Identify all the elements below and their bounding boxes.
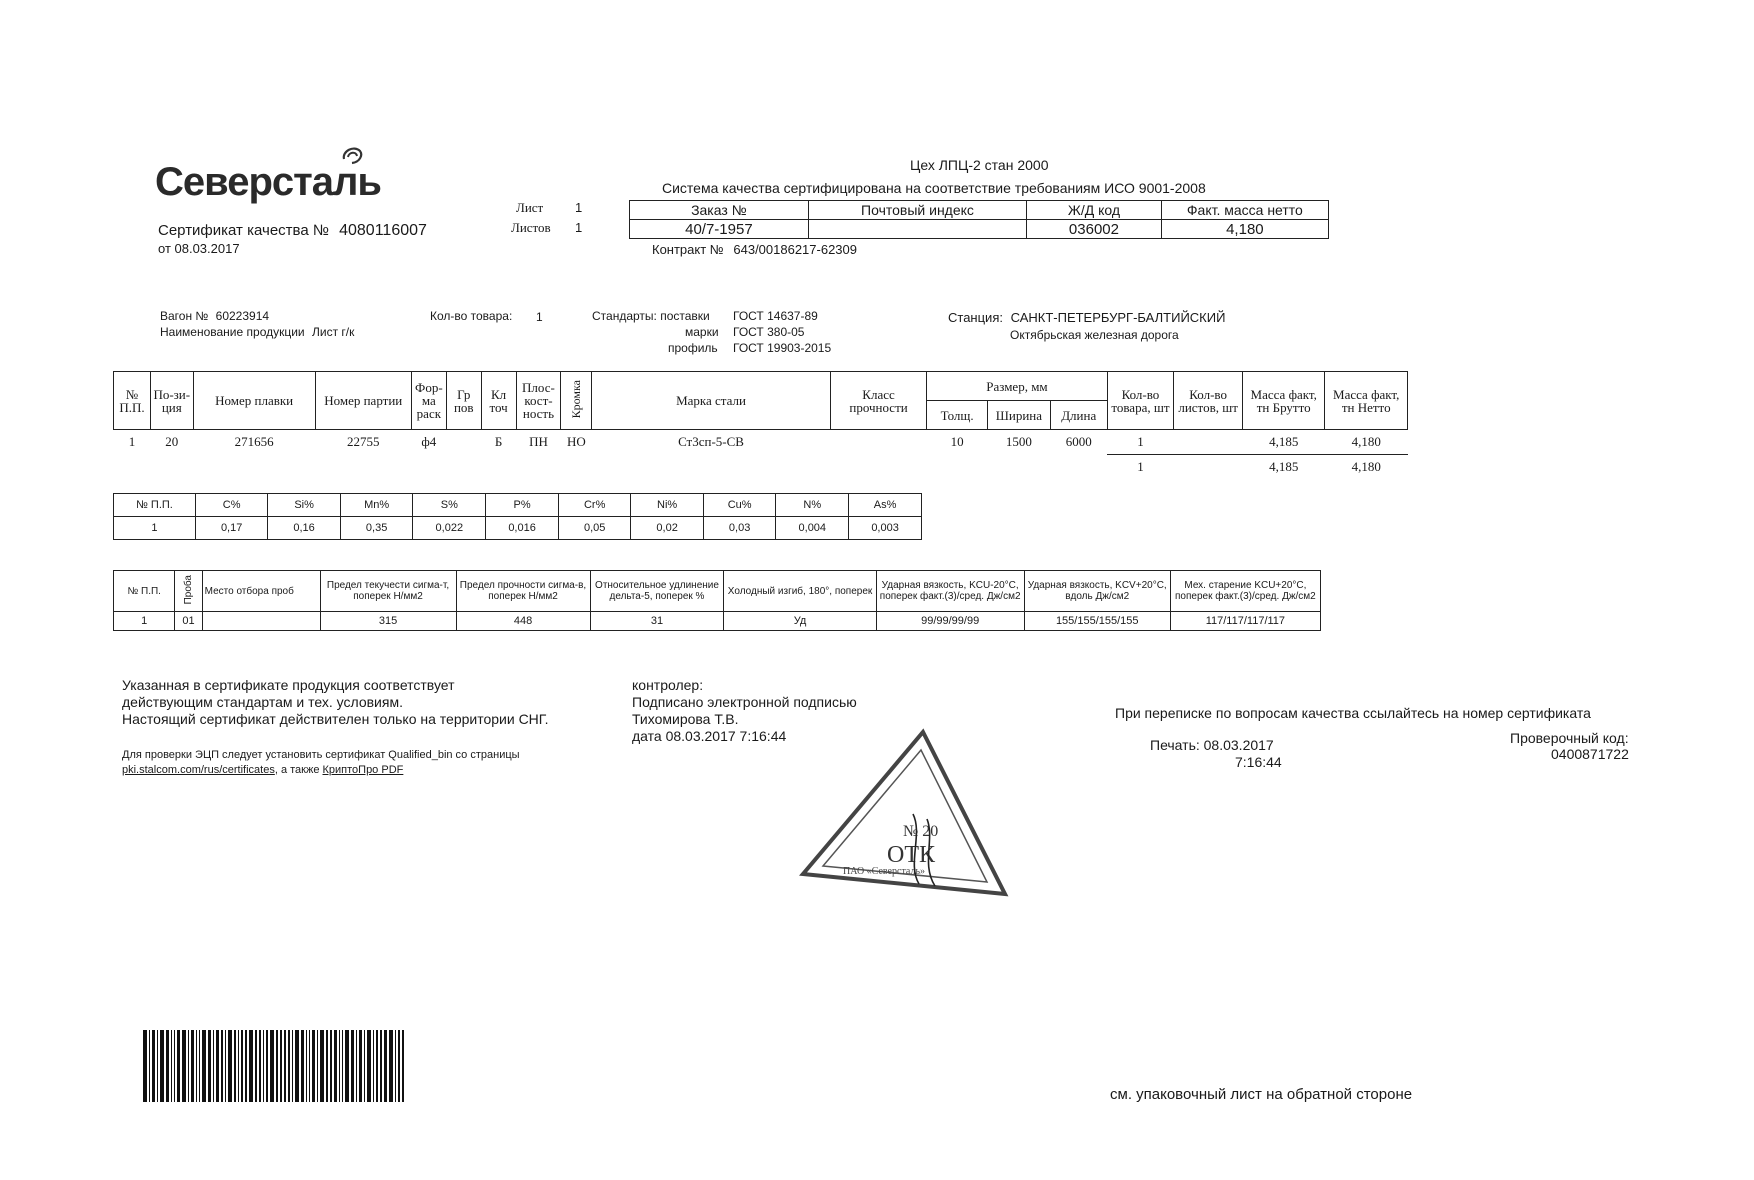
col-surface-group: Гр пов: [446, 372, 481, 430]
cell-thickness: 10: [950, 434, 964, 450]
product-name: [160, 325, 354, 339]
chem-header: As%: [849, 494, 922, 517]
barcode: [143, 1030, 563, 1102]
barcode-bar: [384, 1030, 387, 1102]
wagon-label: Вагон №: [160, 309, 209, 323]
product-table: [113, 371, 1408, 479]
severstal-swirl-icon: [340, 145, 364, 167]
station-value: САНКТ-ПЕТЕРБУРГ-БАЛТИЙСКИЙ: [1010, 310, 1226, 325]
barcode-bar: [182, 1030, 186, 1102]
packing-note: см. упаковочный лист на обратной стороне: [1110, 1086, 1413, 1103]
order-number: 40/7-1957: [630, 220, 809, 239]
controller-date: 08.03.2017 7:16:44: [665, 728, 787, 744]
barcode-bar: [288, 1030, 291, 1102]
compliance-statement: [122, 677, 549, 728]
order-header-number: Заказ №: [630, 201, 809, 220]
cell-gross-mass: 4,185: [1242, 430, 1324, 455]
print-date: Печать: 08.03.2017: [1150, 737, 1274, 753]
table-total-row: [114, 455, 1408, 480]
barcode-bar: [270, 1030, 274, 1102]
chem-header: C%: [195, 494, 267, 517]
barcode-bar: [330, 1030, 333, 1102]
col-steel-grade: Марка стали: [592, 372, 830, 430]
ecp-note-mid: , а также: [274, 764, 320, 776]
barcode-bar: [259, 1030, 260, 1102]
barcode-bar: [221, 1030, 224, 1102]
sheet-value: 1: [575, 200, 583, 215]
goods-count-value: 1: [536, 310, 543, 324]
barcode-bar: [356, 1030, 357, 1102]
barcode-bar: [326, 1030, 327, 1102]
order-header-postcode: Почтовый индекс: [808, 201, 1026, 220]
mech-header: Ударная вязкость, KCV+20°C, вдоль Дж/см2: [1024, 571, 1170, 612]
table-row: [114, 430, 1408, 455]
standards-delivery-label: Стандарты: поставки: [592, 309, 710, 323]
cell-length: 6000: [1065, 434, 1092, 450]
chem-header: Ni%: [631, 494, 703, 517]
barcode-bar: [398, 1030, 401, 1102]
barcode-bar: [228, 1030, 232, 1102]
total-net-mass: 4,180: [1351, 459, 1381, 474]
col-net-mass: Масса факт, тн Нетто: [1325, 372, 1408, 430]
col-sheets-qty: Кол-во листов, шт: [1174, 372, 1243, 430]
barcode-bar: [166, 1030, 169, 1102]
order-table: [629, 200, 1329, 239]
barcode-bar: [301, 1030, 304, 1102]
barcode-bar: [196, 1030, 197, 1102]
chem-header: N%: [776, 494, 849, 517]
barcode-bar: [249, 1030, 253, 1102]
company-logo: Северсталь: [155, 160, 381, 204]
barcode-bar: [213, 1030, 214, 1102]
barcode-bar: [208, 1030, 211, 1102]
order-postcode: [808, 220, 1026, 239]
chem-cell: 0,004: [776, 517, 849, 540]
barcode-bar: [152, 1030, 155, 1102]
certificate-number-value: 4080116007: [339, 222, 427, 239]
barcode-bar: [306, 1030, 307, 1102]
cell-accuracy-class: Б: [494, 434, 503, 450]
barcode-bar: [284, 1030, 285, 1102]
barcode-bar: [364, 1030, 365, 1102]
barcode-bar: [280, 1030, 283, 1102]
barcode-bar: [359, 1030, 362, 1102]
wagon-number: [160, 309, 269, 323]
col-batch: Номер партии: [315, 372, 411, 430]
goods-count-label: Кол-во товара:: [430, 309, 513, 323]
mech-cell: [202, 612, 320, 631]
barcode-bar: [395, 1030, 396, 1102]
standards-grade-label: марки: [685, 325, 719, 339]
col-width: Ширина: [988, 401, 1051, 430]
mech-header: Предел прочности сигма-в, поперек Н/мм2: [456, 571, 590, 612]
mech-cell: 1: [114, 612, 175, 631]
chem-cell: 0,02: [631, 517, 703, 540]
total-gross-mass: 4,185: [1269, 459, 1299, 474]
cryptopro-link[interactable]: КриптоПро PDF: [322, 764, 404, 776]
cell-goods-qty: 1: [1107, 430, 1174, 455]
certificate-number: [158, 222, 427, 240]
product-name-value: Лист г/к: [311, 325, 355, 339]
compliance-line-3: Настоящий сертификат действителен только на территории СНГ.: [122, 711, 549, 727]
mech-cell: 448: [456, 612, 590, 631]
barcode-bar: [292, 1030, 293, 1102]
barcode-bar: [238, 1030, 239, 1102]
chem-header: № П.П.: [114, 494, 196, 517]
controller-label: контролер:: [632, 677, 704, 693]
certificate-date: от 08.03.2017: [158, 241, 240, 256]
col-num: № П.П.: [114, 372, 151, 430]
col-strength-class: Класс прочности: [830, 372, 927, 430]
barcode-bar: [373, 1030, 374, 1102]
chem-cell: 0,022: [413, 517, 486, 540]
barcode-bar: [174, 1030, 175, 1102]
barcode-bar: [245, 1030, 246, 1102]
barcode-bar: [171, 1030, 172, 1102]
barcode-bar: [367, 1030, 371, 1102]
chem-header: Mn%: [340, 494, 413, 517]
mech-header: Холодный изгиб, 180°, поперек: [724, 571, 876, 612]
chem-cell: 0,05: [558, 517, 630, 540]
sheet-label: Лист: [516, 200, 544, 215]
cell-position: 20: [165, 434, 179, 450]
ecp-note-line-1: Для проверки ЭЦП следует установить сертификат Qualified_bin со страницы: [122, 749, 520, 761]
chem-cell: 0,03: [703, 517, 776, 540]
cell-steel-grade: Ст3сп-5-СВ: [678, 434, 744, 450]
barcode-bar: [143, 1030, 147, 1102]
cell-surface-group: [446, 430, 481, 455]
product-name-label: Наименование продукции: [160, 325, 305, 339]
chemistry-table: [113, 493, 922, 540]
chem-header: S%: [413, 494, 486, 517]
barcode-bar: [177, 1030, 180, 1102]
standards-profile-label: профиль: [668, 341, 718, 355]
total-goods-qty: 1: [1137, 459, 1144, 474]
barcode-bar: [309, 1030, 310, 1102]
col-deox: Фор-ма раск: [411, 372, 446, 430]
wagon-value: 60223914: [215, 309, 270, 323]
chem-header: Cr%: [558, 494, 630, 517]
ecp-note: [122, 748, 520, 778]
order-header-rail-code: Ж/Д код: [1027, 201, 1162, 220]
controller-name: Тихомирова Т.В.: [632, 711, 739, 727]
stamp-text: ОТК: [887, 842, 935, 868]
table-row: [114, 612, 1321, 631]
otk-stamp: [795, 724, 1015, 904]
barcode-bar: [342, 1030, 343, 1102]
station-railway: Октябрьская железная дорога: [1010, 328, 1179, 342]
table-row: [114, 517, 922, 540]
col-length: Длина: [1050, 401, 1107, 430]
cell-strength-class: [830, 430, 927, 455]
print-time: 7:16:44: [1235, 754, 1282, 770]
chem-cell: 0,16: [268, 517, 340, 540]
mech-header-sample-label: Проба: [183, 574, 195, 605]
compliance-line-2: действующим стандартам и тех. условиям.: [122, 694, 403, 710]
cell-flatness: ПН: [529, 434, 548, 450]
cell-num: 1: [128, 434, 136, 450]
mech-header: Мех. старение KCU+20°C, поперек факт.(3)/сред. Дж/см2: [1170, 571, 1320, 612]
cell-sheets-qty: [1174, 430, 1243, 455]
chemistry-header-row: [114, 494, 922, 517]
check-code: 0400871722: [1551, 746, 1629, 762]
barcode-bar: [160, 1030, 164, 1102]
check-code-label: Проверочный код:: [1510, 730, 1629, 746]
barcode-bar: [199, 1030, 200, 1102]
barcode-bar: [339, 1030, 340, 1102]
sheets-value: 1: [575, 220, 583, 235]
barcode-bar: [312, 1030, 315, 1102]
contract-number: [652, 242, 857, 257]
chem-cell: 0,17: [195, 517, 267, 540]
mech-cell: 99/99/99/99: [876, 612, 1024, 631]
barcode-bar: [191, 1030, 194, 1102]
chem-cell: 0,35: [340, 517, 413, 540]
cell-width: 1500: [1005, 434, 1032, 450]
col-edge: [561, 372, 592, 430]
order-net-mass: 4,180: [1161, 220, 1328, 239]
contract-value: 643/00186217-62309: [733, 242, 857, 257]
barcode-bar: [380, 1030, 383, 1102]
pki-link[interactable]: pki.stalcom.com/rus/certificates: [122, 764, 275, 776]
col-size: Размер, мм: [927, 372, 1107, 401]
order-header-net-mass: Факт. масса нетто: [1161, 201, 1328, 220]
barcode-bar: [389, 1030, 393, 1102]
mech-header: Место отбора проб: [202, 571, 320, 612]
col-thickness: Толщ.: [927, 401, 988, 430]
chem-cell: 0,016: [486, 517, 559, 540]
col-goods-qty: Кол-во товара, шт: [1107, 372, 1174, 430]
chem-cell: 0,003: [849, 517, 922, 540]
barcode-bar: [188, 1030, 189, 1102]
standards-profile: ГОСТ 19903-2015: [733, 341, 832, 355]
cell-heat: 271656: [234, 434, 274, 450]
chem-cell: 1: [114, 517, 196, 540]
chem-header: Si%: [268, 494, 340, 517]
station-label: Станция:: [948, 310, 1003, 325]
barcode-bar: [225, 1030, 226, 1102]
barcode-bar: [351, 1030, 354, 1102]
mech-cell: 01: [175, 612, 202, 631]
mechanical-table: [113, 570, 1321, 631]
mech-cell: 117/117/117/117: [1170, 612, 1320, 631]
mech-cell: 155/155/155/155: [1024, 612, 1170, 631]
mech-header: № П.П.: [114, 571, 175, 612]
mech-header: Ударная вязкость, KCU-20°C, поперек факт.(3)/сред. Дж/см2: [876, 571, 1024, 612]
quality-correspondence-note: При переписке по вопросам качества ссылайтесь на номер сертификата: [1115, 705, 1591, 721]
barcode-bar: [276, 1030, 277, 1102]
barcode-bar: [157, 1030, 158, 1102]
stamp-subtext: ПАО «Северсталь»: [843, 866, 926, 877]
col-edge-label: Кромка: [568, 380, 583, 419]
cell-batch: 22755: [346, 434, 380, 450]
barcode-bar: [402, 1030, 403, 1102]
mech-cell: Уд: [724, 612, 876, 631]
barcode-bar: [234, 1030, 235, 1102]
barcode-bar: [317, 1030, 318, 1102]
sheets-label: Листов: [511, 220, 551, 235]
mechanical-header-row: [114, 571, 1321, 612]
standards-grade: ГОСТ 380-05: [733, 325, 805, 339]
controller-date-label: дата: [632, 728, 662, 744]
contract-label: Контракт №: [652, 242, 724, 257]
col-flatness: Плос-кост-ность: [516, 372, 561, 430]
standards-delivery: ГОСТ 14637-89: [733, 309, 818, 323]
quality-system-note: Система качества сертифицирована на соответствие требованиям ИСО 9001-2008: [662, 180, 1206, 196]
cell-edge: НО: [566, 434, 586, 450]
col-heat: Номер плавки: [193, 372, 315, 430]
chem-header: Cu%: [703, 494, 776, 517]
cell-net-mass: 4,180: [1325, 430, 1408, 455]
barcode-bar: [376, 1030, 377, 1102]
barcode-bar: [345, 1030, 349, 1102]
compliance-line-1: Указанная в сертификате продукция соответствует: [122, 677, 455, 693]
col-position: По-зи-ция: [150, 372, 193, 430]
barcode-bar: [255, 1030, 258, 1102]
barcode-bar: [266, 1030, 269, 1102]
mech-cell: 31: [590, 612, 724, 631]
barcode-bar: [295, 1030, 299, 1102]
col-accuracy-class: Кл точ: [481, 372, 516, 430]
barcode-bar: [334, 1030, 337, 1102]
station: [948, 310, 1225, 325]
mech-header: Предел текучести сигма-т, поперек Н/мм2: [320, 571, 456, 612]
controller-signed: Подписано электронной подписью: [632, 694, 857, 710]
barcode-bar: [149, 1030, 150, 1102]
barcode-bar: [216, 1030, 219, 1102]
mech-cell: 315: [320, 612, 456, 631]
mech-header-sample: [175, 571, 202, 612]
mech-header: Относительное удлинение дельта-5, поперек %: [590, 571, 724, 612]
barcode-bar: [202, 1030, 206, 1102]
workshop-name: Цех ЛПЦ-2 стан 2000: [910, 157, 1049, 173]
cell-deox: ф4: [421, 434, 437, 450]
certificate-number-label: Сертификат качества №: [158, 222, 329, 239]
chem-header: P%: [486, 494, 559, 517]
barcode-bar: [263, 1030, 264, 1102]
order-rail-code: 036002: [1027, 220, 1162, 239]
barcode-bar: [241, 1030, 244, 1102]
stamp-number: № 20: [903, 823, 939, 840]
barcode-bar: [320, 1030, 324, 1102]
col-gross-mass: Масса факт, тн Брутто: [1242, 372, 1324, 430]
